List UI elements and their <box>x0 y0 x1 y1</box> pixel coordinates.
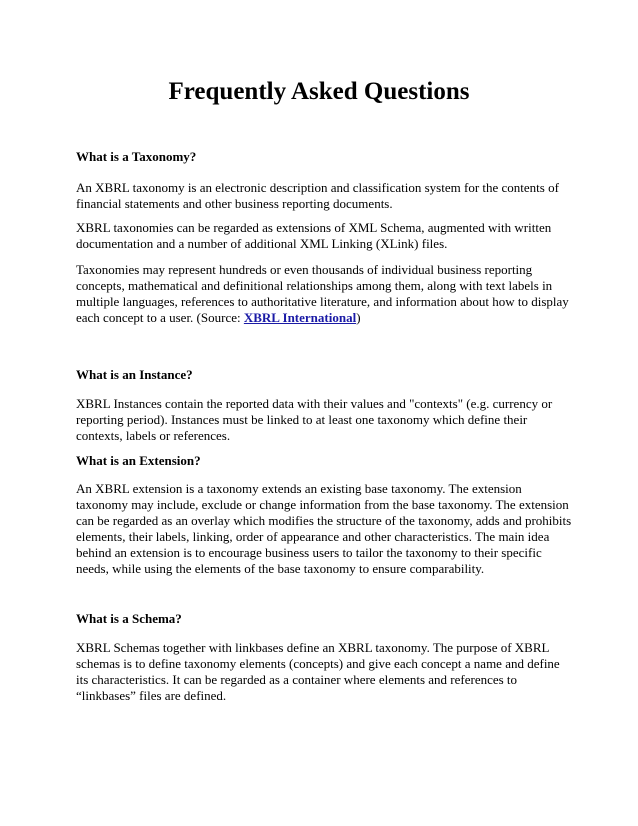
paragraph: An XBRL extension is a taxonomy extends an existing base taxonomy. The extension taxonomy may include, exclude or change information from the base taxonomy. The extension can be regarded as an overlay which modifies the structure of the taxonomy, adds and prohibits elements, their labels, linking, order of appearance and other characteristics. The main idea behind an extension is to encourage business users to tailor the taxonomy to their specific needs, while using the elements of the base taxonomy to ensure comparability. <box>76 481 572 576</box>
paragraph-text: Taxonomies may represent hundreds or even thousands of individual business reporting concepts, mathematical and definitional relationships among them, along with text labels in multiple languages, references to authoritative literature, and information about how to display each concept to a user. (Source: <box>76 262 569 325</box>
paragraph: XBRL taxonomies can be regarded as extensions of XML Schema, augmented with written documentation and a number of additional XML Linking (XLink) files. <box>76 220 552 251</box>
paragraph: XBRL Instances contain the reported data with their values and "contexts" (e.g. currency or reporting period). Instances must be linked to at least one taxonomy which define their contexts, labels or references. <box>76 396 553 443</box>
question-instance: What is an Instance? <box>76 367 193 382</box>
paragraph: An XBRL taxonomy is an electronic description and classification system for the contents of financial statements and other business reporting documents. <box>76 180 559 211</box>
question-schema: What is a Schema? <box>76 611 182 626</box>
question-extension: What is an Extension? <box>76 453 201 468</box>
paragraph <box>76 262 572 326</box>
page-title: Frequently Asked Questions <box>168 78 470 105</box>
paragraph: XBRL Schemas together with linkbases define an XBRL taxonomy. The purpose of XBRL schemas is to define taxonomy elements (concepts) and give each concept a name and define its characteristics. It can be regarded as a container where elements and references to “linkbases” files are defined. <box>76 640 560 703</box>
paragraph-text-end: ) <box>356 310 361 325</box>
xbrl-international-link[interactable]: XBRL International <box>243 310 357 325</box>
question-taxonomy: What is a Taxonomy? <box>76 149 197 164</box>
